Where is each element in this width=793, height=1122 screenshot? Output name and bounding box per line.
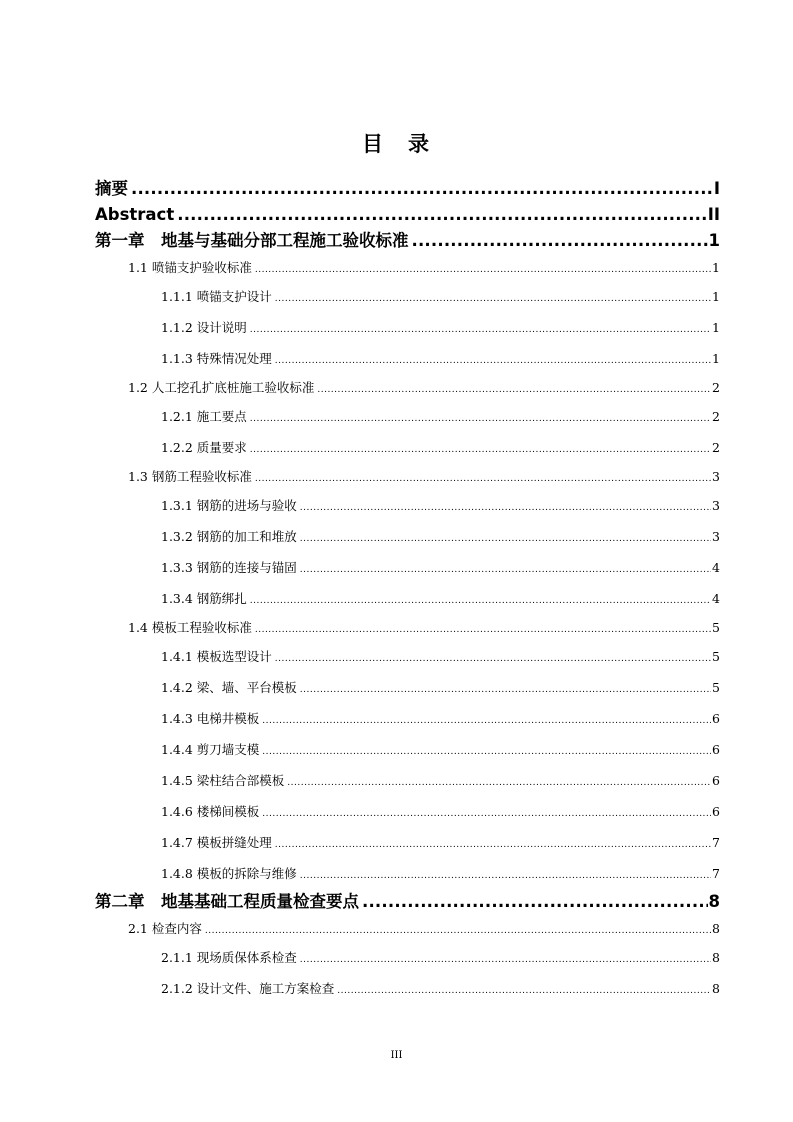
toc-entry[interactable] (95, 703, 720, 734)
toc-entry-page-number: 1 (708, 231, 720, 250)
toc-entry-page-number: 4 (712, 560, 720, 575)
toc-dot-leader (300, 555, 711, 586)
toc-entry-page-number: II (707, 205, 720, 224)
toc-entry[interactable] (95, 858, 720, 889)
toc-entry[interactable] (95, 281, 720, 312)
toc-dot-leader (275, 284, 711, 315)
toc-dot-leader (250, 435, 711, 466)
toc-entry-page-number: 4 (712, 591, 720, 606)
toc-entry[interactable] (95, 672, 720, 703)
toc-dot-leader (250, 404, 711, 435)
toc-entry[interactable] (95, 401, 720, 432)
toc-entry-label: 1.4.4 剪刀墙支模 (161, 742, 260, 757)
toc-entry[interactable] (95, 915, 720, 942)
toc-entry-label: 1.2.2 质量要求 (161, 440, 247, 455)
toc-entry-page-number: 6 (712, 773, 720, 788)
toc-entry[interactable] (95, 490, 720, 521)
toc-entry[interactable] (95, 374, 720, 401)
toc-entry-label: 1.1.2 设计说明 (161, 320, 247, 335)
toc-entry[interactable] (95, 176, 720, 202)
toc-entry-label: 1.4.1 模板选型设计 (161, 649, 272, 664)
toc-dot-leader (275, 346, 711, 377)
toc-dot-leader (362, 889, 708, 915)
toc-entry-label: 1.4.6 楼梯间模板 (161, 804, 260, 819)
toc-entry-page-number: 3 (712, 529, 720, 544)
toc-dot-leader (287, 768, 711, 799)
toc-entry-page-number: 5 (712, 620, 720, 635)
toc-dot-leader (300, 945, 711, 976)
toc-entry-page-number: 5 (712, 649, 720, 664)
toc-entry-page-number: 6 (712, 711, 720, 726)
toc-dot-leader (250, 315, 711, 346)
toc-entry[interactable] (95, 432, 720, 463)
toc-dot-leader (317, 377, 711, 404)
toc-dot-leader (412, 228, 708, 254)
toc-dot-leader (337, 976, 711, 1007)
toc-dot-leader (255, 617, 711, 644)
toc-entry-page-number: 1 (712, 351, 720, 366)
toc-entry-page-number: 1 (712, 320, 720, 335)
toc-entry-page-number: 8 (712, 981, 720, 996)
toc-entry-page-number: 7 (712, 866, 720, 881)
toc-entry-label: Abstract (95, 205, 175, 224)
toc-entry-page-number: 2 (712, 440, 720, 455)
table-of-contents (95, 176, 720, 1004)
toc-entry-label: 1.3.4 钢筋绑扎 (161, 591, 247, 606)
toc-entry-label: 1.3 钢筋工程验收标准 (128, 469, 252, 484)
toc-entry-page-number: I (713, 179, 720, 198)
toc-entry-label: 1.4.3 电梯井模板 (161, 711, 260, 726)
toc-entry[interactable] (95, 641, 720, 672)
toc-entry-page-number: 3 (712, 498, 720, 513)
page-title: 目 录 (362, 132, 431, 156)
toc-entry[interactable] (95, 552, 720, 583)
toc-entry[interactable] (95, 228, 720, 254)
toc-entry-label: 1.2.1 施工要点 (161, 409, 247, 424)
toc-entry[interactable] (95, 734, 720, 765)
toc-dot-leader (275, 644, 711, 675)
toc-dot-leader (262, 706, 711, 737)
toc-dot-leader (255, 257, 711, 284)
toc-entry-page-number: 8 (708, 892, 720, 911)
toc-entry-label: 1.4.2 梁、墙、平台模板 (161, 680, 297, 695)
toc-entry[interactable] (95, 463, 720, 490)
toc-entry-page-number: 2 (712, 380, 720, 395)
toc-entry-page-number: 1 (712, 260, 720, 275)
toc-entry-label: 1.1 喷锚支护验收标准 (128, 260, 252, 275)
toc-entry-page-number: 5 (712, 680, 720, 695)
toc-entry[interactable] (95, 614, 720, 641)
toc-entry[interactable] (95, 973, 720, 1004)
toc-dot-leader (300, 524, 711, 555)
toc-entry-label: 第二章 地基基础工程质量检查要点 (95, 892, 359, 911)
toc-entry-page-number: 1 (712, 289, 720, 304)
toc-entry-label: 2.1.2 设计文件、施工方案检查 (161, 981, 335, 996)
toc-dot-leader (300, 493, 711, 524)
toc-entry[interactable] (95, 343, 720, 374)
toc-entry-page-number: 6 (712, 742, 720, 757)
toc-dot-leader (262, 799, 711, 830)
toc-entry-label: 第一章 地基与基础分部工程施工验收标准 (95, 231, 409, 250)
toc-entry-label: 1.4.8 模板的拆除与维修 (161, 866, 297, 881)
toc-entry-label: 1.3.1 钢筋的进场与验收 (161, 498, 297, 513)
toc-entry-label: 1.2 人工挖孔扩底桩施工验收标准 (128, 380, 315, 395)
toc-entry-page-number: 8 (712, 921, 720, 936)
toc-entry[interactable] (95, 942, 720, 973)
toc-dot-leader (300, 675, 711, 706)
toc-dot-leader (255, 466, 711, 493)
toc-dot-leader (300, 861, 711, 892)
toc-entry[interactable] (95, 202, 720, 228)
toc-entry-page-number: 7 (712, 835, 720, 850)
toc-dot-leader (131, 176, 713, 202)
toc-entry-page-number: 8 (712, 950, 720, 965)
toc-entry[interactable] (95, 312, 720, 343)
toc-entry-label: 1.1.3 特殊情况处理 (161, 351, 272, 366)
toc-entry-label: 2.1.1 现场质保体系检查 (161, 950, 297, 965)
toc-entry[interactable] (95, 827, 720, 858)
toc-dot-leader (177, 202, 706, 228)
toc-entry-label: 1.1.1 喷锚支护设计 (161, 289, 272, 304)
toc-entry-label: 2.1 检查内容 (128, 921, 202, 936)
page-number-footer: III (390, 1050, 403, 1061)
toc-entry[interactable] (95, 254, 720, 281)
toc-entry[interactable] (95, 583, 720, 614)
toc-entry-label: 1.4.7 模板拼缝处理 (161, 835, 272, 850)
toc-entry[interactable] (95, 889, 720, 915)
toc-dot-leader (275, 830, 711, 861)
toc-entry-label: 1.4.5 梁柱结合部模板 (161, 773, 285, 788)
toc-entry[interactable] (95, 765, 720, 796)
toc-dot-leader (262, 737, 711, 768)
toc-entry-label: 1.4 模板工程验收标准 (128, 620, 252, 635)
toc-entry-page-number: 3 (712, 469, 720, 484)
toc-entry[interactable] (95, 521, 720, 552)
toc-entry-page-number: 6 (712, 804, 720, 819)
toc-entry-page-number: 2 (712, 409, 720, 424)
toc-entry[interactable] (95, 796, 720, 827)
toc-entry-label: 1.3.2 钢筋的加工和堆放 (161, 529, 297, 544)
toc-entry-label: 1.3.3 钢筋的连接与锚固 (161, 560, 297, 575)
toc-dot-leader (250, 586, 711, 617)
toc-dot-leader (205, 918, 711, 945)
toc-entry-label: 摘要 (95, 179, 128, 198)
